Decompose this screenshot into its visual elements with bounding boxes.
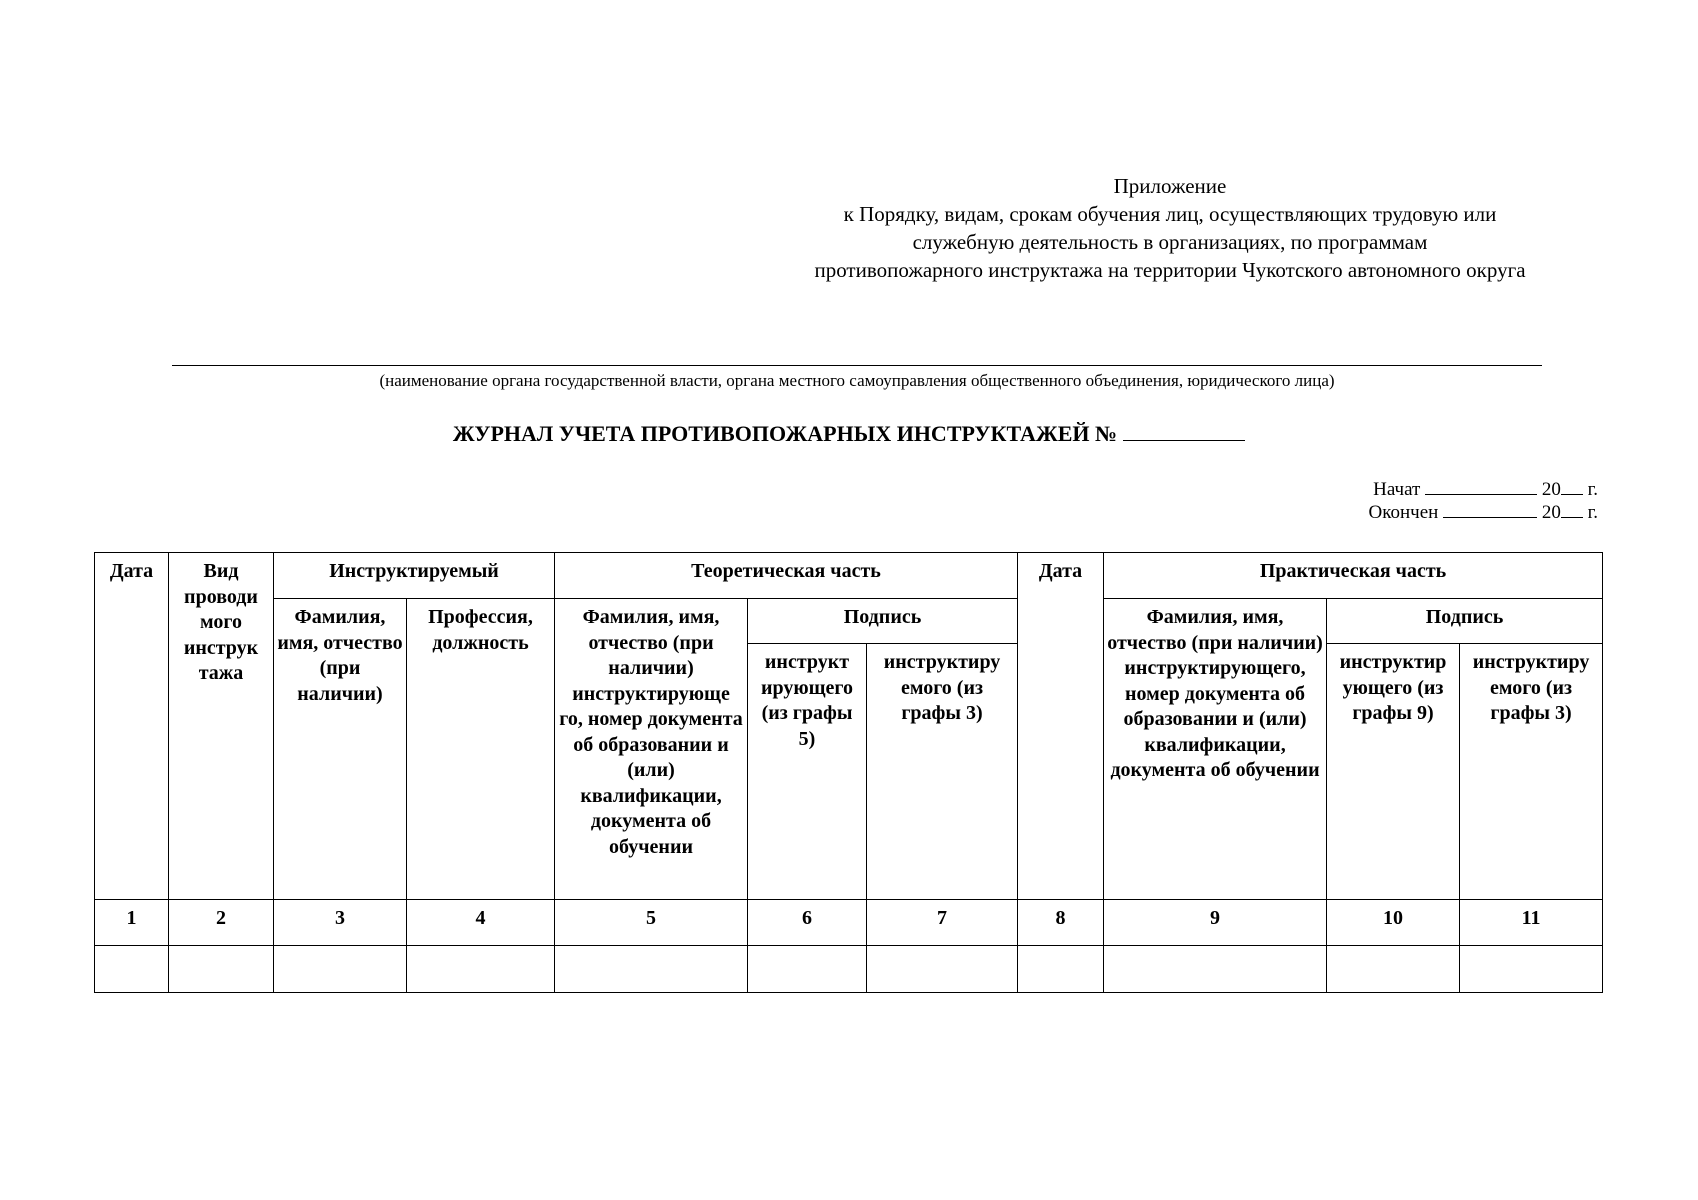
appendix-line-4: противопожарного инструктажа на территории Чукотского автономного округа [814,258,1526,282]
empty-cell [274,946,407,993]
empty-cell [1460,946,1603,993]
header-row-top [95,553,1603,599]
started-year-suffix: г. [1587,479,1598,500]
finished-label: Окончен [1368,502,1439,523]
started-year-blank [1561,478,1583,495]
started-row [1369,478,1598,501]
col-practice-header: Практическая часть [1104,553,1603,599]
column-number: 1 [95,900,169,946]
empty-cell [555,946,748,993]
empty-cell [748,946,867,993]
appendix-header [740,172,1600,284]
appendix-line-1: Приложение [1113,174,1227,198]
col-instructed-profession-header: Профессия, должность [407,599,555,900]
finished-year-blank [1561,501,1583,518]
journal-title [0,420,1698,448]
column-number: 7 [867,900,1018,946]
empty-entry-row [95,946,1603,993]
finished-year-suffix: г. [1587,502,1598,523]
empty-cell [867,946,1018,993]
col-theory-sig-instructor-header: инструкт ирующего (из графы 5) [748,644,867,900]
col-theory-sig-instructed-header: инструктиру емого (из графы 3) [867,644,1018,900]
col-practice-instructor-header: Фамилия, имя, отчество (при наличии) инструктирующего, номер документа об образовании и (или) квалификации, документа об обучении [1104,599,1327,900]
journal-dates [1369,478,1598,524]
column-number: 10 [1327,900,1460,946]
empty-cell [1018,946,1104,993]
finished-date-blank [1443,501,1537,518]
journal-title-text: ЖУРНАЛ УЧЕТА ПРОТИВОПОЖАРНЫХ ИНСТРУКТАЖЕЙ № [452,421,1118,446]
column-number: 8 [1018,900,1104,946]
finished-year-prefix: 20 [1541,502,1561,523]
appendix-line-3: служебную деятельность в организациях, по программам [912,230,1428,254]
organization-caption: (наименование органа государственной власти, органа местного самоуправления общественного объединения, юридического лица) [379,371,1335,390]
organization-name-line [172,365,1542,366]
col-date2-header: Дата [1018,553,1104,900]
finished-row [1369,501,1598,524]
empty-cell [1327,946,1460,993]
col-practice-signature-header: Подпись [1327,599,1603,644]
column-number-row [95,900,1603,946]
started-label: Начат [1373,479,1421,500]
empty-cell [1104,946,1327,993]
column-number: 4 [407,900,555,946]
column-number: 11 [1460,900,1603,946]
column-number: 9 [1104,900,1327,946]
column-number: 5 [555,900,748,946]
col-practice-sig-instructor-header: инструктир ующего (из графы 9) [1327,644,1460,900]
col-instructed-name-header: Фамилия, имя, отчество (при наличии) [274,599,407,900]
empty-cell [169,946,274,993]
col-theory-instructor-header: Фамилия, имя, отчество (при наличии) инструктирующе го, номер документа об образовании и (или) квалификации, документа об обучении [555,599,748,900]
journal-number-blank [1123,420,1245,441]
col-instructed-header: Инструктируемый [274,553,555,599]
briefing-journal-table [94,552,1603,993]
col-briefing-type-header: Вид проводи мого инструк тажа [169,553,274,900]
appendix-line-2: к Порядку, видам, срокам обучения лиц, осуществляющих трудовую или [843,202,1497,226]
col-theory-header: Теоретическая часть [555,553,1018,599]
column-number: 3 [274,900,407,946]
col-date-header: Дата [95,553,169,900]
col-theory-signature-header: Подпись [748,599,1018,644]
col-practice-sig-instructed-header: инструктиру емого (из графы 3) [1460,644,1603,900]
empty-cell [95,946,169,993]
column-number: 2 [169,900,274,946]
header-row-middle [95,599,1603,644]
column-number: 6 [748,900,867,946]
empty-cell [407,946,555,993]
started-year-prefix: 20 [1541,479,1561,500]
started-date-blank [1425,478,1537,495]
